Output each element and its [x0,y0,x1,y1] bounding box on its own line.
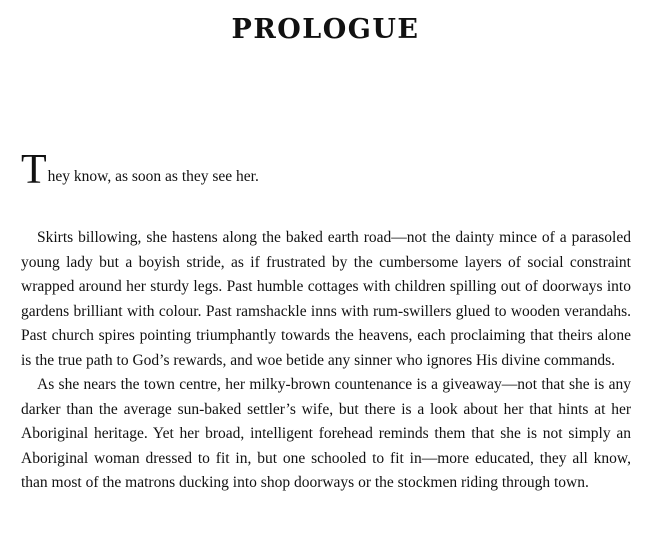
paragraph: Skirts billowing, she hastens along the baked earth road—not the dainty mince of a parasoled young lady but a boyish stride, as if frustrated by the cumbersome layers of social constraint wrapped around her sturdy legs. Past humble cottages with children spilling out of doorways into gardens brilliant with colour. Past ramshackle inns with rum-swillers glued to wooden verandahs. Past church spires pointing triumphantly towards the heavens, each proclaiming that theirs alone is the true path to God’s rewards, and woe betide any sinner who ignores His divine commands. [21,229,631,369]
opening-line [21,147,259,193]
paragraph: As she nears the town centre, her milky-brown countenance is a giveaway—not that she is any darker than the average sun-baked settler’s wife, but there is a look about her that hints at her Aboriginal heritage. Yet her broad, intelligent forehead reminds them that she is not simply an Aboriginal woman dressed to fit in, but one schooled to fit in—more educated, they all know, than most of the matrons ducking into shop doorways or the stockmen riding through town. [21,376,631,491]
opening-line-text: hey know, as soon as they see her. [47,168,259,185]
body-text [21,226,631,496]
chapter-title: PROLOGUE [231,14,420,45]
drop-cap: T [21,147,47,193]
